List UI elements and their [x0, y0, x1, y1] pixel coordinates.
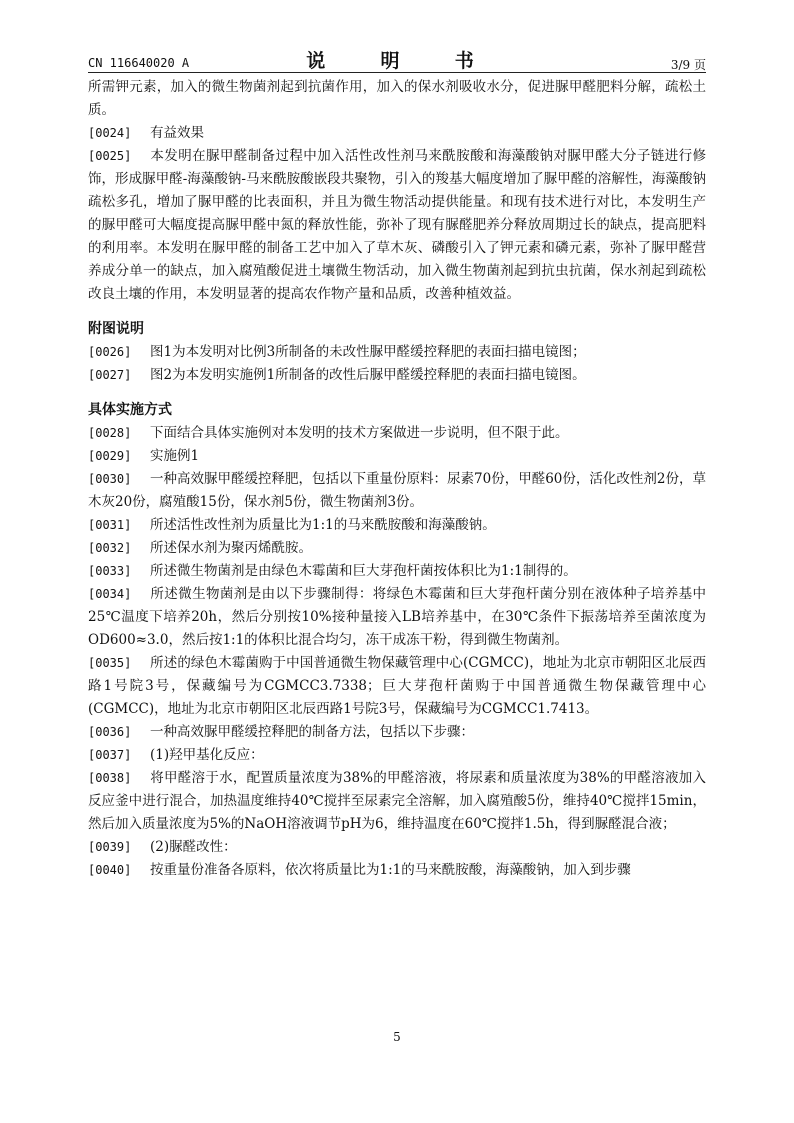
paragraph-text: 图1为本发明对比例3所制备的未改性脲甲醛缓控释肥的表面扫描电镜图； [150, 344, 586, 360]
paragraph-number: [0033] [88, 564, 132, 578]
paragraph-text: 所述活性改性剂为质量比为1:1的马来酰胺酸和海藻酸钠。 [150, 517, 496, 533]
publication-number: CN 116640020 A [88, 56, 190, 70]
header-divider [88, 72, 706, 73]
page-indicator: 3/9 页 [670, 58, 706, 72]
page-number: 5 [393, 1030, 401, 1044]
document-title: 说 明 书 [306, 50, 488, 72]
paragraph-text: 所述保水剂为聚丙烯酰胺。 [150, 540, 312, 556]
numbered-paragraph [88, 767, 706, 836]
paragraph-text: 有益效果 [150, 125, 204, 141]
paragraph-text: 所述的绿色木霉菌购于中国普通微生物保藏管理中心(CGMCC)，地址为北京市朝阳区北辰西路1号院3号，保藏编号为CGMCC3.7338；巨大芽孢杆菌购于中国普通微生物保藏管理中心(CGMCC)，地址为北京市朝阳区北辰西路1号院3号，保藏编号为CGMCC1.7413。 [88, 655, 706, 717]
numbered-paragraph [88, 514, 706, 537]
numbered-paragraph [88, 560, 706, 583]
paragraph-number: [0025] [88, 149, 132, 163]
numbered-paragraph [88, 445, 706, 468]
paragraph-text: 所述微生物菌剂是由以下步骤制得：将绿色木霉菌和巨大芽孢杆菌分别在液体种子培养基中25℃温度下培养20h，然后分别按10%接种量接入LB培养基中，在30℃条件下振荡培养至菌浓度为OD600≈3.0，然后按1:1的体积比混合均匀，冻干成冻干粉，得到微生物菌剂。 [88, 586, 706, 648]
paragraph-number: [0034] [88, 587, 132, 601]
numbered-paragraph [88, 341, 706, 364]
paragraph-text: 按重量份准备各原料，依次将质量比为1:1的马来酰胺酸，海藻酸钠，加入到步骤 [150, 862, 631, 878]
paragraph-number: [0040] [88, 863, 132, 877]
paragraph-text: (1)羟甲基化反应： [150, 747, 264, 763]
numbered-paragraph [88, 122, 706, 145]
paragraph-number: [0039] [88, 840, 132, 854]
document-body [88, 76, 706, 882]
paragraph-number: [0030] [88, 472, 132, 486]
paragraph-number: [0032] [88, 541, 132, 555]
paragraph-number: [0029] [88, 449, 132, 463]
paragraph-text: 一种高效脲甲醛缓控释肥的制备方法，包括以下步骤： [150, 724, 474, 740]
paragraph-text: 图2为本发明实施例1所制备的改性后脲甲醛缓控释肥的表面扫描电镜图。 [150, 367, 586, 383]
paragraph-text: 本发明在脲甲醛制备过程中加入活性改性剂马来酰胺酸和海藻酸钠对脲甲醛大分子链进行修饰，形成脲甲醛-海藻酸钠-马来酰胺酸嵌段共聚物，引入的羧基大幅度增加了脲甲醛的溶解性，海藻酸钠疏松多孔，增加了脲甲醛的比表面积，并且为微生物活动提供能量。和现有技术进行对比，本发明生产的脲甲醛可大幅度提高脲甲醛中氮的释放性能，弥补了现有脲醛肥养分释放周期过长的缺点，提高肥料的利用率。本发明在脲甲醛的制备工艺中加入了草木灰、磷酸引入了钾元素和磷元素，弥补了脲甲醛营养成分单一的缺点，加入腐殖酸促进土壤微生物活动，加入微生物菌剂起到抗虫抗菌，保水剂起到疏松改良土壤的作用，本发明显著的提高农作物产量和品质，改善种植效益。 [88, 148, 706, 302]
paragraph-text: 实施例1 [150, 448, 200, 464]
paragraph-group-effects [88, 122, 706, 306]
page-header [88, 44, 706, 72]
numbered-paragraph [88, 744, 706, 767]
numbered-paragraph [88, 537, 706, 560]
paragraph-text: 所述微生物菌剂是由绿色木霉菌和巨大芽孢杆菌按体积比为1:1制得的。 [150, 563, 577, 579]
paragraph-text: 下面结合具体实施例对本发明的技术方案做进一步说明，但不限于此。 [150, 425, 569, 441]
section-heading-figures: 附图说明 [88, 321, 144, 337]
paragraph-group-figures [88, 341, 706, 387]
numbered-paragraph [88, 859, 706, 882]
paragraph-number: [0031] [88, 518, 132, 532]
paragraph-text: 一种高效脲甲醛缓控释肥，包括以下重量份原料：尿素70份，甲醛60份，活化改性剂2份，草木灰20份，腐殖酸15份，保水剂5份，微生物菌剂3份。 [88, 471, 706, 510]
paragraph-number: [0024] [88, 126, 132, 140]
paragraph-number: [0038] [88, 771, 132, 785]
paragraph-number: [0027] [88, 368, 132, 382]
paragraph-number: [0035] [88, 656, 132, 670]
numbered-paragraph [88, 364, 706, 387]
numbered-paragraph [88, 721, 706, 744]
section-heading-embodiments: 具体实施方式 [88, 402, 172, 418]
paragraph-group-embodiments [88, 422, 706, 882]
numbered-paragraph [88, 422, 706, 445]
continuation-paragraph: 所需钾元素，加入的微生物菌剂起到抗菌作用，加入的保水剂吸收水分，促进脲甲醛肥料分解，疏松土质。 [88, 79, 706, 118]
paragraph-number: [0036] [88, 725, 132, 739]
numbered-paragraph [88, 583, 706, 652]
paragraph-text: 将甲醛溶于水，配置质量浓度为38%的甲醛溶液，将尿素和质量浓度为38%的甲醛溶液加入反应釜中进行混合，加热温度维持40℃搅拌至尿素完全溶解，加入腐殖酸5份，维持40℃搅拌15min，然后加入质量浓度为5%的NaOH溶液调节pH为6，维持温度在60℃搅拌1.5h，得到脲醛混合液； [88, 770, 706, 832]
numbered-paragraph [88, 652, 706, 721]
numbered-paragraph [88, 836, 706, 859]
paragraph-text: (2)脲醛改性： [150, 839, 237, 855]
numbered-paragraph [88, 145, 706, 306]
paragraph-number: [0037] [88, 748, 132, 762]
paragraph-number: [0026] [88, 345, 132, 359]
numbered-paragraph [88, 468, 706, 514]
paragraph-number: [0028] [88, 426, 132, 440]
